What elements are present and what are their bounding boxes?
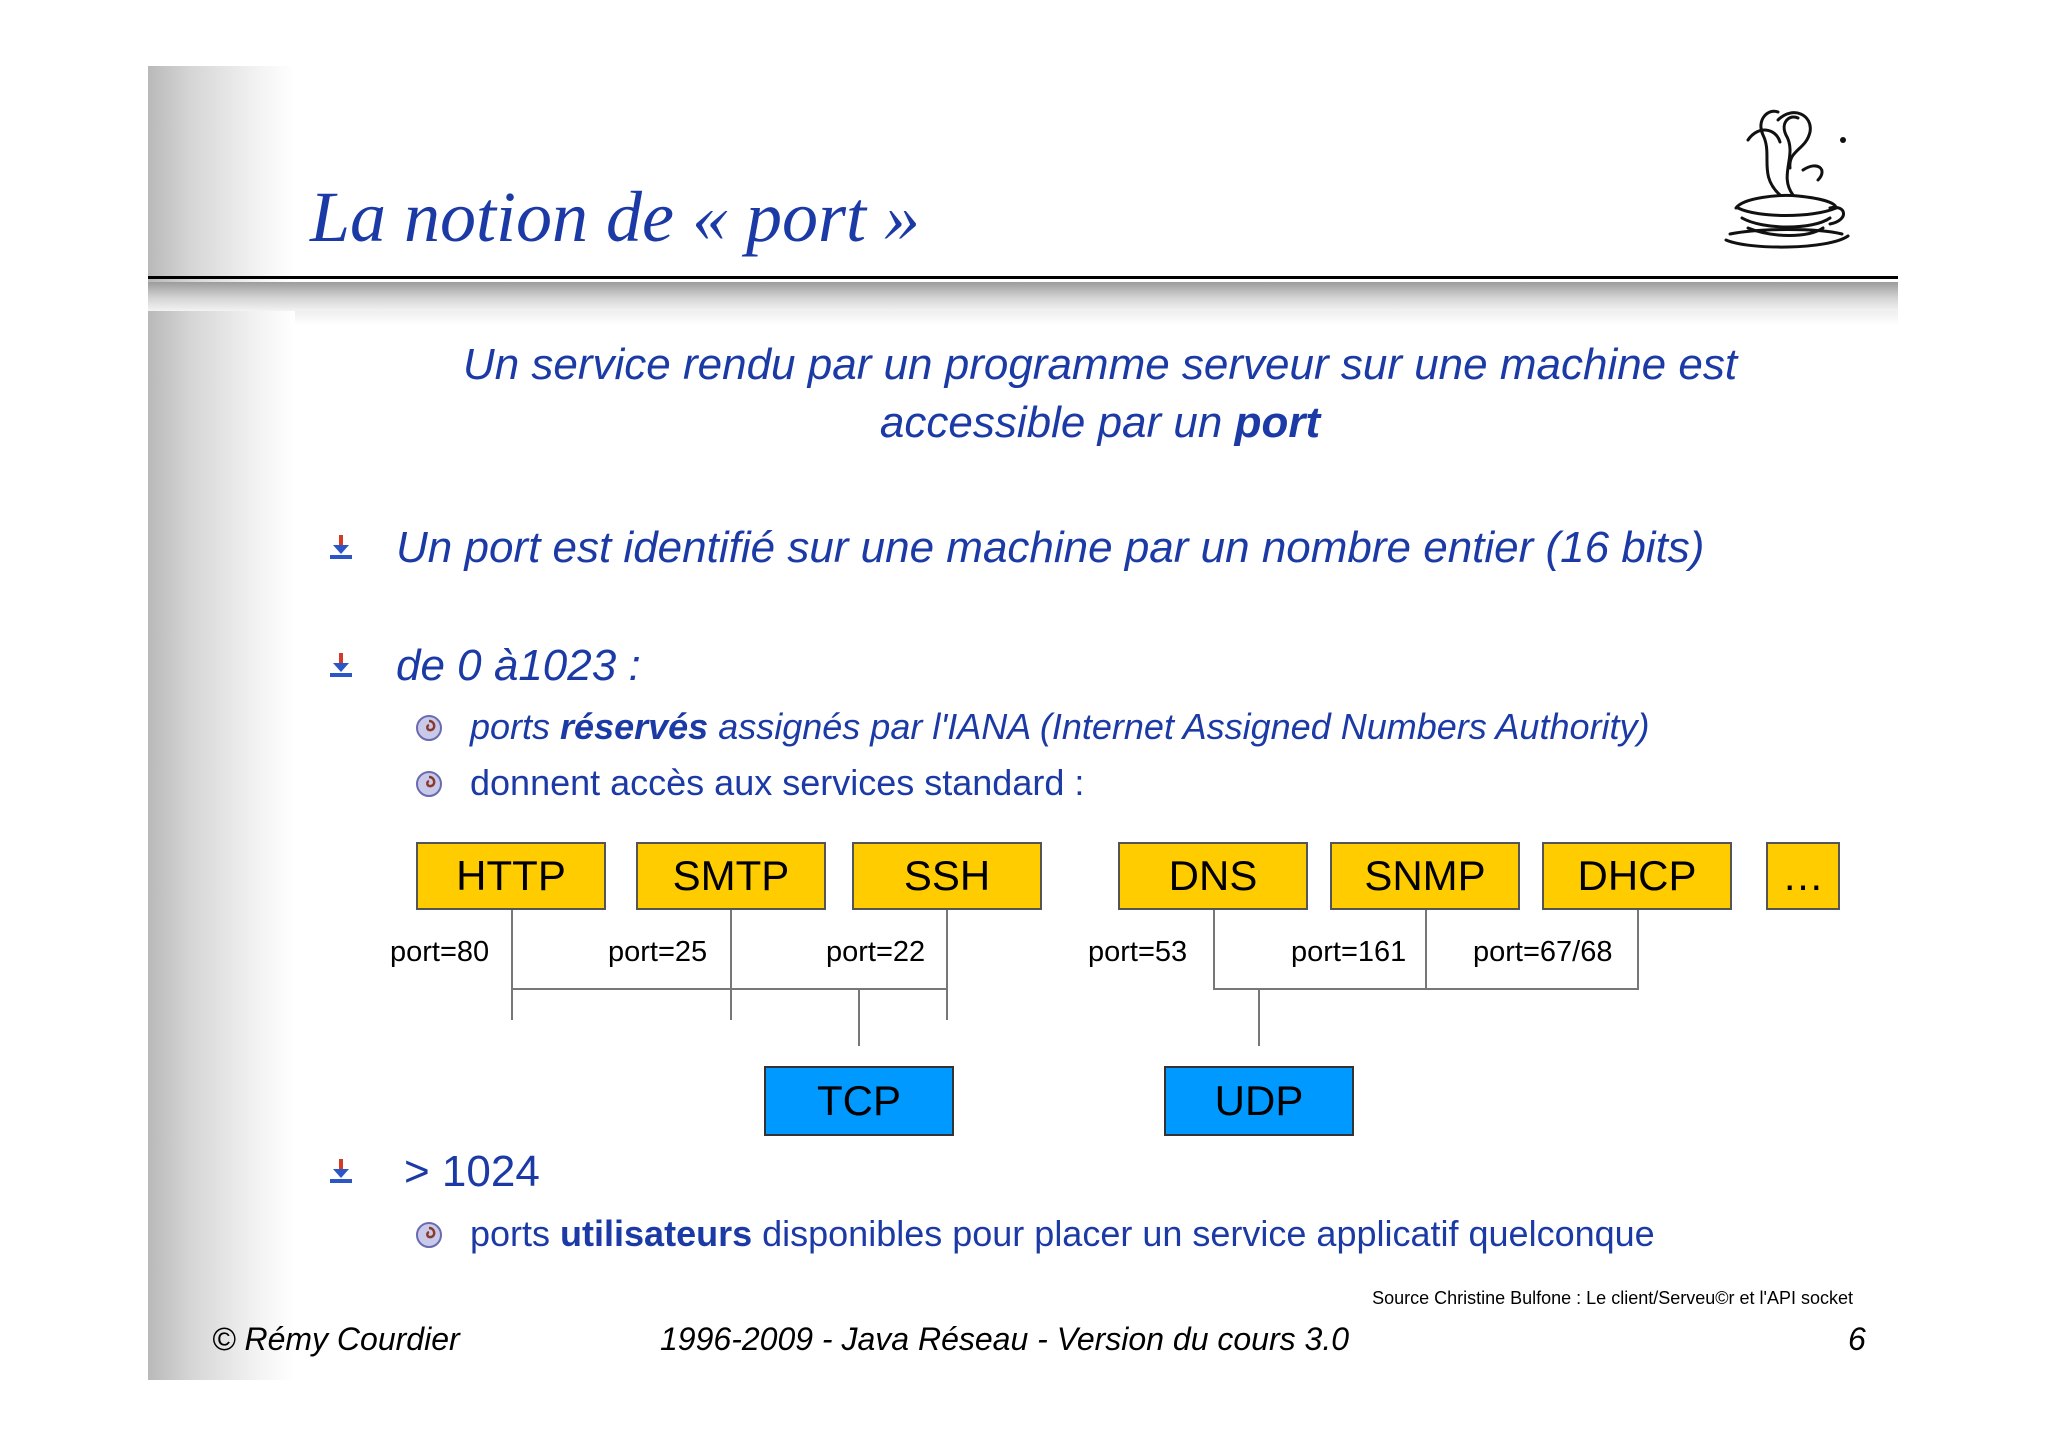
sub-bullet-reserved-text [470,703,1649,751]
connector-line [1213,910,1215,990]
bullet-arrow-icon [328,652,354,678]
port-label-http: port=80 [390,936,490,968]
intro-port-bold: port [1234,398,1321,447]
connector-line [511,910,513,1020]
protocol-box-dns: DNS [1118,842,1308,910]
connector-line [1637,910,1639,990]
sub-bullet-standard-text: donnent accès aux services standard : [470,762,1085,803]
title-band-fade [295,311,1898,325]
intro-line-2 [340,394,1860,452]
port-label-snmp: port=161 [1291,936,1407,968]
swirl-bullet-icon [414,713,444,743]
connector-line [946,910,948,1020]
reserved-bold: réservés [560,706,709,747]
protocol-box-http: HTTP [416,842,606,910]
protocol-box-ssh: SSH [852,842,1042,910]
footer-author: © Rémy Courdier [212,1321,460,1357]
footer-page-number: 6 [1848,1321,1866,1357]
title-band [148,282,1898,311]
users-bold: utilisateurs [560,1213,753,1254]
connector-line [1213,988,1639,990]
swirl-bullet-icon [414,1220,444,1250]
protocol-box-more: … [1766,842,1840,910]
protocol-box-dhcp: DHCP [1542,842,1732,910]
bullet-range-low-text: de 0 à1023 : [396,641,641,690]
footer-course: 1996-2009 - Java Réseau - Version du cours 3.0 [660,1321,1349,1357]
slide-left-band [148,66,295,1380]
connector-line [1258,988,1260,1046]
sub-bullet-users-text [470,1210,1655,1258]
port-label-dhcp: port=67/68 [1473,936,1613,968]
java-coffee-cup-logo [1718,100,1858,260]
title-rule [148,276,1898,279]
bullet-range-high-text: > 1024 [404,1147,540,1196]
slide-title: La notion de « port » [310,177,921,257]
ports-diagram [380,830,1860,1150]
protocol-box-smtp: SMTP [636,842,826,910]
connector-line [511,988,948,990]
intro-line-1: Un service rendu par un programme serveur sur une machine est [462,340,1738,389]
users-prefix: ports [470,1213,561,1254]
port-label-ssh: port=22 [826,936,926,968]
reserved-rest: assignés par l'IANA (Internet Assigned Numbers Authority) [708,706,1650,747]
intro-line-2-prefix: accessible par un [879,398,1235,447]
bullet-arrow-icon [328,1158,354,1184]
source-credit: Source Christine Bulfone : Le client/Serveu©r et l'API socket [1372,1288,1853,1308]
intro-text [340,336,1860,452]
users-rest: disponibles pour placer un service applicatif quelconque [752,1213,1655,1254]
connector-line [858,988,860,1046]
swirl-bullet-icon [414,769,444,799]
port-label-dns: port=53 [1088,936,1188,968]
connector-line [1425,910,1427,990]
transport-box-tcp: TCP [764,1066,954,1136]
connector-line [730,910,732,1020]
bullet-arrow-icon [328,534,354,560]
reserved-prefix: ports [470,706,561,747]
bullet-identified-text: Un port est identifié sur une machine par un nombre entier (16 bits) [396,523,1705,572]
transport-box-udp: UDP [1164,1066,1354,1136]
port-label-smtp: port=25 [608,936,708,968]
protocol-box-snmp: SNMP [1330,842,1520,910]
